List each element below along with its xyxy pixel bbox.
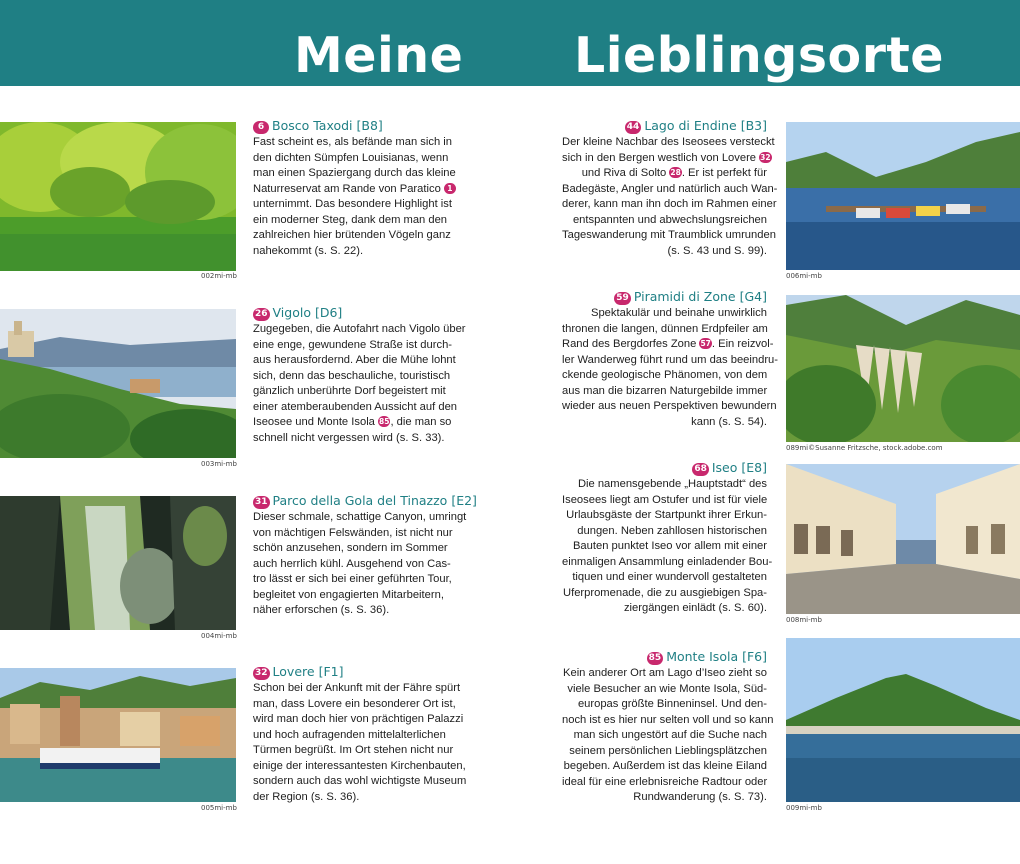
photo-bosco-taxodi	[0, 122, 236, 271]
grid-reference: [B3]	[740, 118, 767, 133]
grid-reference: [F6]	[742, 649, 767, 664]
entry-name: Vigolo	[272, 305, 311, 320]
text-line	[562, 728, 767, 744]
text-line	[253, 790, 458, 806]
text-segment: und hoch aufragenden mittelalterlichen	[253, 728, 446, 741]
text-segment: wird man doch hier von prächtigen Palazzi	[253, 713, 464, 725]
text-line	[253, 400, 458, 416]
text-segment: einige der interessantesten Kirchenbauten,	[253, 759, 466, 772]
text-segment: man sich ungestört auf die Suche nach	[573, 729, 767, 741]
text-line	[253, 697, 458, 713]
place-reference-badge: 57	[700, 339, 711, 348]
photo-lovere	[0, 668, 236, 802]
entry-title	[253, 664, 458, 680]
entry-lago-di-endine	[562, 118, 778, 259]
grid-reference: [G4]	[739, 289, 767, 304]
text-segment: von mächtigen Felswänden, ist nicht nur	[253, 526, 453, 539]
text-line	[253, 774, 467, 790]
number-badge: 6	[253, 121, 269, 134]
entry-text	[562, 477, 773, 617]
text-segment: thronen die langen, dünnen Erdpfeiler am	[562, 322, 768, 335]
photo-vigolo	[0, 309, 236, 458]
entry-text	[562, 135, 778, 259]
text-line	[562, 744, 767, 760]
text-line	[562, 508, 767, 524]
text-segment: Kein anderer Ort am Lago d’Iseo zieht so	[563, 667, 767, 679]
text-line	[562, 555, 773, 571]
text-line	[562, 666, 767, 682]
entry-title	[562, 289, 767, 305]
place-reference-badge: 1	[444, 183, 456, 194]
text-segment: sondern auch das wohl wichtigste Museum	[253, 775, 467, 787]
entry-text	[253, 510, 467, 619]
photo-iseo	[786, 464, 1020, 614]
text-segment: und Riva di Solto	[581, 167, 670, 179]
text-segment: Rand des Bergdorfes Zone	[562, 338, 700, 350]
text-line	[562, 166, 767, 182]
text-line	[562, 524, 767, 540]
photo-credit: 003mi-mb	[201, 460, 237, 468]
text-line	[562, 775, 767, 791]
text-line	[562, 228, 776, 244]
text-line	[253, 135, 458, 151]
number-badge: 31	[255, 497, 268, 507]
text-line	[253, 603, 458, 619]
photo-monte-isola	[786, 638, 1020, 802]
entry-monte-isola	[562, 649, 774, 806]
text-segment: seinem persönlichen Lieblingsplätzchen	[569, 744, 767, 757]
text-segment: schnell nicht vergessen wird (s. S. 33).	[253, 431, 445, 444]
text-segment: Bauten punktet Iseo vor allem mit einer	[572, 540, 767, 552]
text-segment: Iseosee und Monte Isola	[253, 416, 379, 428]
text-segment: Zugegeben, die Autofahrt nach Vigolo über	[253, 323, 466, 335]
entry-name: Bosco Taxodi	[272, 118, 353, 133]
text-segment: Urlaubsgäste der Startpunkt ihrer Erkun-	[566, 509, 767, 521]
text-segment: sich, denn das beschauliche, touristisch	[253, 369, 451, 382]
grid-reference: [F1]	[318, 664, 344, 679]
entry-bosco-taxodi	[253, 118, 458, 259]
text-segment: Die namensgebende „Hauptstadt“ des	[577, 478, 767, 490]
text-line	[562, 399, 777, 415]
text-segment: Fast scheint es, als befände man sich in	[253, 136, 452, 148]
entry-gola-del-tinazzo	[253, 493, 477, 619]
text-line	[253, 322, 466, 338]
number-badge: 26	[255, 309, 268, 319]
page-title-word-1: Meine	[294, 27, 464, 84]
entry-name: Iseo	[711, 460, 738, 475]
text-line	[562, 337, 774, 353]
text-segment: unternimmt. Das besondere Highlight ist	[253, 198, 452, 210]
text-line	[253, 431, 458, 447]
page-header	[0, 0, 1020, 86]
entry-text	[562, 306, 778, 430]
text-line	[253, 369, 458, 385]
text-line	[253, 759, 466, 775]
photo-credit: 002mi-mb	[201, 272, 237, 280]
place-reference-badge: 28	[670, 168, 681, 177]
photo-credit: 005mi-mb	[201, 804, 237, 812]
photo-credit: 006mi-mb	[786, 272, 822, 280]
entry-title	[562, 460, 767, 476]
entry-piramidi-di-zone	[562, 289, 778, 430]
text-segment: schön anzusehen, sondern im Sommer	[253, 542, 448, 554]
text-line	[253, 588, 458, 604]
photo-gola-del-tinazzo	[0, 496, 236, 630]
text-line	[253, 166, 458, 182]
text-segment: ckende geologische Phänomen, von dem	[562, 369, 768, 381]
text-line	[562, 151, 771, 167]
grid-reference: [B8]	[356, 118, 383, 133]
text-line	[253, 353, 458, 369]
text-segment: viele Besucher an wie Monte Isola, Süd-	[567, 682, 767, 695]
text-segment: einer atemberaubenden Aussicht auf den	[253, 400, 458, 413]
text-segment: nahekommt (s. S. 22).	[253, 244, 364, 257]
text-segment: man, dass Lovere ein besonderer Ort ist,	[253, 697, 456, 710]
text-segment: dungen. Neben zahllosen historischen	[577, 524, 767, 537]
entry-name: Piramidi di Zone	[633, 289, 736, 304]
entry-vigolo	[253, 305, 466, 446]
text-line	[562, 244, 767, 260]
text-segment: eine enge, gewundene Straße ist durch-	[253, 338, 453, 351]
entry-lovere	[253, 664, 467, 805]
text-line	[253, 338, 458, 354]
text-segment: zahlreichen hier brütenden Vögeln ganz	[253, 229, 451, 241]
entry-name: Parco della Gola del Tinazzo	[272, 493, 448, 508]
entry-iseo	[562, 460, 773, 617]
text-segment: Tageswanderung mit Traumblick umrunden	[562, 229, 776, 241]
text-segment: ziergängen einlädt (s. S. 60).	[623, 602, 767, 614]
text-line	[562, 213, 767, 229]
text-line	[253, 557, 458, 573]
text-segment: , die man so	[390, 416, 452, 428]
text-line	[253, 510, 467, 526]
text-line	[562, 570, 767, 586]
entry-name: Lovere	[272, 664, 315, 679]
text-segment: der Region (s. S. 36).	[253, 790, 360, 803]
photo-lago-di-endine	[786, 122, 1020, 270]
text-segment: aus herausfordernd. Aber die Mühe lohnt	[253, 354, 456, 366]
text-line	[562, 353, 778, 369]
entry-title	[253, 305, 458, 321]
text-segment: . Ein reizvol-	[711, 338, 774, 350]
entry-title	[562, 649, 767, 665]
text-line	[562, 759, 767, 775]
text-segment: kann (s. S. 54).	[691, 415, 767, 428]
text-segment: wieder aus neuen Perspektiven bewundern	[562, 400, 777, 412]
entry-text	[253, 322, 466, 446]
text-segment: Iseosees liegt am Ostufer und ist für viele	[562, 493, 768, 506]
text-line	[562, 601, 767, 617]
photo-credit: 004mi-mb	[201, 632, 237, 640]
text-segment: tiquen und einer wundervoll gestalteten	[572, 571, 767, 583]
text-line	[562, 539, 767, 555]
number-badge: 59	[616, 293, 629, 303]
place-reference-badge: 32	[760, 152, 771, 162]
text-segment: Dieser schmale, schattige Canyon, umringt	[253, 511, 467, 523]
text-segment: aus man die bizarren Naturgebilde immer	[562, 384, 768, 397]
text-segment: auch herrlich kühl. Ausgehend von Cas-	[253, 557, 451, 570]
text-segment: ideal für eine erlebnisreiche Radtour oder	[562, 775, 768, 788]
page-title-word-2: Lieblingsorte	[574, 27, 945, 84]
text-line	[562, 384, 767, 400]
text-segment: Spektakulär und beinahe unwirklich	[590, 307, 767, 319]
text-line	[253, 228, 458, 244]
text-segment: man einen Spaziergang durch das kleine	[253, 167, 456, 179]
text-segment: Uferpromenade, die zu ausgiebigen Spa-	[563, 586, 767, 599]
text-line	[562, 713, 774, 729]
text-line	[253, 572, 458, 588]
entry-title	[253, 493, 477, 509]
text-line	[562, 477, 767, 493]
text-line	[253, 213, 458, 229]
text-segment: begeben. Außerdem ist das kleine Eiland	[563, 760, 767, 772]
photo-credit: 009mi-mb	[786, 804, 822, 812]
entry-text	[253, 135, 458, 259]
number-badge: 85	[648, 653, 662, 663]
text-line	[562, 790, 767, 806]
text-segment: derer, kann man ihn doch im Rahmen einer	[562, 198, 777, 210]
text-segment: tro lässt er sich bei einer geführten Tour,	[253, 573, 452, 585]
entry-title	[253, 118, 458, 134]
text-segment: begleitet von engagierten Mitarbeitern,	[253, 588, 444, 601]
text-line	[562, 368, 767, 384]
grid-reference: [E2]	[451, 493, 477, 508]
text-line	[253, 681, 461, 697]
grid-reference: [D6]	[314, 305, 343, 320]
text-segment: sich in den Bergen westlich von Lovere	[562, 151, 760, 164]
text-segment: näher erforschen (s. S. 36).	[253, 604, 390, 616]
text-segment: Schon bei der Ankunft mit der Fähre spürt	[253, 682, 461, 694]
text-line	[562, 493, 767, 509]
text-segment: (s. S. 43 und S. 99).	[667, 244, 767, 257]
text-line	[253, 182, 458, 198]
text-line	[253, 197, 458, 213]
entry-name: Monte Isola	[666, 649, 739, 664]
text-segment: Naturreservat am Rande von Paratico	[253, 182, 444, 195]
entry-name: Lago di Endine	[644, 118, 737, 133]
number-badge: 32	[255, 668, 268, 678]
number-badge: 68	[694, 464, 707, 474]
text-segment: noch ist es hier nur selten voll und so kann	[562, 713, 774, 726]
text-segment: Badegäste, Angler und natürlich auch Wan-	[562, 182, 778, 195]
text-line	[253, 244, 458, 260]
text-segment: gänzlich unberührte Dorf begeistert mit	[253, 385, 446, 397]
text-line	[253, 526, 458, 542]
text-segment: . Er ist perfekt für	[681, 167, 767, 179]
grid-reference: [E8]	[741, 460, 767, 475]
text-line	[253, 151, 458, 167]
text-segment: europas größte Binneninsel. Und den-	[577, 698, 767, 710]
text-line	[253, 743, 458, 759]
text-line	[253, 384, 458, 400]
text-line	[253, 728, 458, 744]
text-segment: entspannten und abwechslungsreichen	[572, 213, 767, 226]
text-segment: einmaligen Ansammlung einladender Bou-	[562, 555, 773, 568]
text-line	[562, 697, 767, 713]
photo-credit: 089mi©Susanne Fritzsche, stock.adobe.com	[786, 444, 943, 452]
text-segment: ein moderner Steg, dank dem man den	[253, 213, 448, 226]
text-line	[562, 182, 778, 198]
text-line	[253, 541, 458, 557]
text-line	[562, 586, 767, 602]
text-line	[562, 415, 767, 431]
place-reference-badge: 85	[379, 417, 390, 426]
text-segment: Türmen begrüßt. Im Ort stehen nicht nur	[253, 744, 454, 756]
text-segment: Der kleine Nachbar des Iseosees versteckt	[562, 136, 775, 148]
text-line	[562, 322, 767, 338]
text-line	[562, 197, 777, 213]
number-badge: 44	[626, 122, 640, 132]
photo-credit: 008mi-mb	[786, 616, 822, 624]
text-segment: Rundwanderung (s. S. 73).	[633, 791, 767, 803]
text-line	[562, 135, 775, 151]
entry-text	[562, 666, 774, 806]
entry-text	[253, 681, 467, 805]
text-line	[253, 415, 458, 431]
text-segment: den dichten Sümpfen Louisianas, wenn	[253, 151, 449, 164]
text-line	[253, 712, 464, 728]
text-line	[562, 682, 767, 698]
entry-title	[562, 118, 767, 134]
text-segment: ler Wanderweg führt rund um das beeindru-	[562, 353, 778, 366]
text-line	[562, 306, 767, 322]
photo-piramidi-di-zone	[786, 295, 1020, 442]
